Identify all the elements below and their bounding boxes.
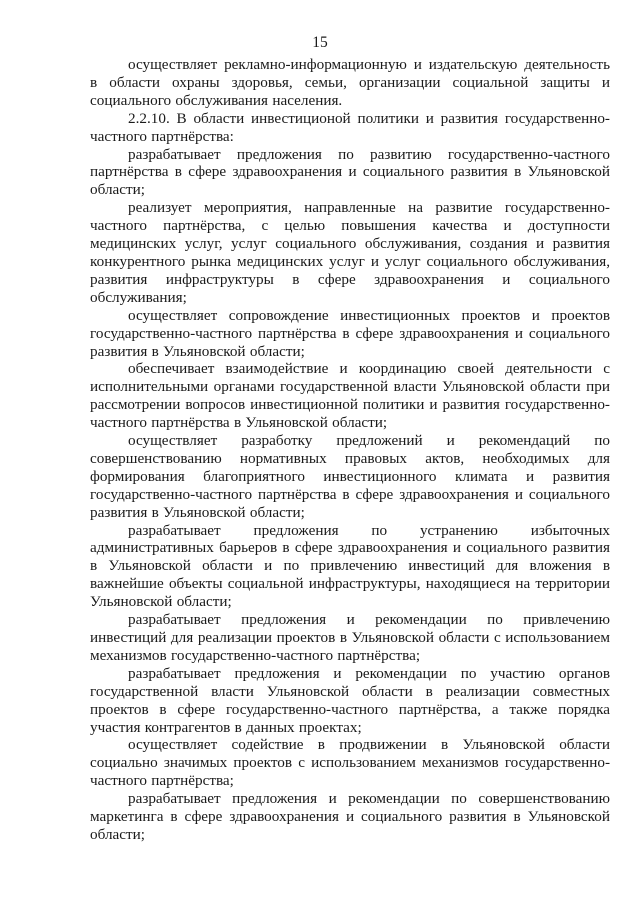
document-body <box>90 56 610 844</box>
paragraph-7: осуществляет разработку предложений и рекомендаций по совершенствованию нормативных правовых актов, необходимых для формирования благоприятного инвестиционного климата и развития государственно-частного партнёрства в сфере здравоохранения и социального развития в Ульяновской области; <box>90 432 610 521</box>
paragraph-1: осуществляет рекламно-информационную и издательскую деятельность в области охраны здоровья, семьи, организации социальной защиты и социального обслуживания населения. <box>90 56 610 109</box>
paragraph-9: разрабатывает предложения и рекомендации по привлечению инвестиций для реализации проектов в Ульяновской области с использованием механизмов государственно-частного партнёрства; <box>90 611 610 664</box>
paragraph-8: разрабатывает предложения по устранению избыточных административных барьеров в сфере здравоохранения и социального развития в Ульяновской области и по привлечению инвестиций для вложения в важнейшие объекты социальной инфраструктуры, находящиеся на территории Ульяновской области; <box>90 521 610 611</box>
paragraph-4: реализует мероприятия, направленные на развитие государственно-частного партнёрства, с целью повышения качества и доступности медицинских услуг, услуг социального обслуживания, создания и развития конкурентного рынка медицинских услуг и услуг социального обслуживания, развития инфраструктуры в сфере здравоохранения и социального обслуживания; <box>90 199 610 306</box>
paragraph-6: обеспечивает взаимодействие и координацию своей деятельности с исполнительными органами государственной власти Ульяновской области при рассмотрении вопросов инвестиционной политики и развития государственно-частного партнёрства в Ульяновской области; <box>90 360 610 432</box>
paragraph-5: осуществляет сопровождение инвестиционных проектов и проектов государственно-частного партнёрства в сфере здравоохранения и социального развития в Ульяновской области; <box>90 306 610 360</box>
page-number: 15 <box>312 34 328 51</box>
paragraph-2: 2.2.10. В области инвестиционой политики и развития государственно-частного партнёрства: <box>90 109 610 145</box>
paragraph-12: разрабатывает предложения и рекомендации по совершенствованию маркетинга в сфере здравоохранения и социального развития в Ульяновской области; <box>90 790 610 843</box>
paragraph-11: осуществляет содействие в продвижении в Ульяновской области социально значимых проектов с использованием механизмов государственно-частного партнёрства; <box>90 736 610 790</box>
paragraph-3: разрабатывает предложения по развитию государственно-частного партнёрства в сфере здравоохранения и социального развития в Ульяновской области; <box>90 145 610 199</box>
paragraph-10: разрабатывает предложения и рекомендации по участию органов государственной власти Ульяновской области в реализации совместных проектов в сфере государственно-частного партнёрства, а также порядка участия контрагентов в данных проектах; <box>90 664 610 736</box>
